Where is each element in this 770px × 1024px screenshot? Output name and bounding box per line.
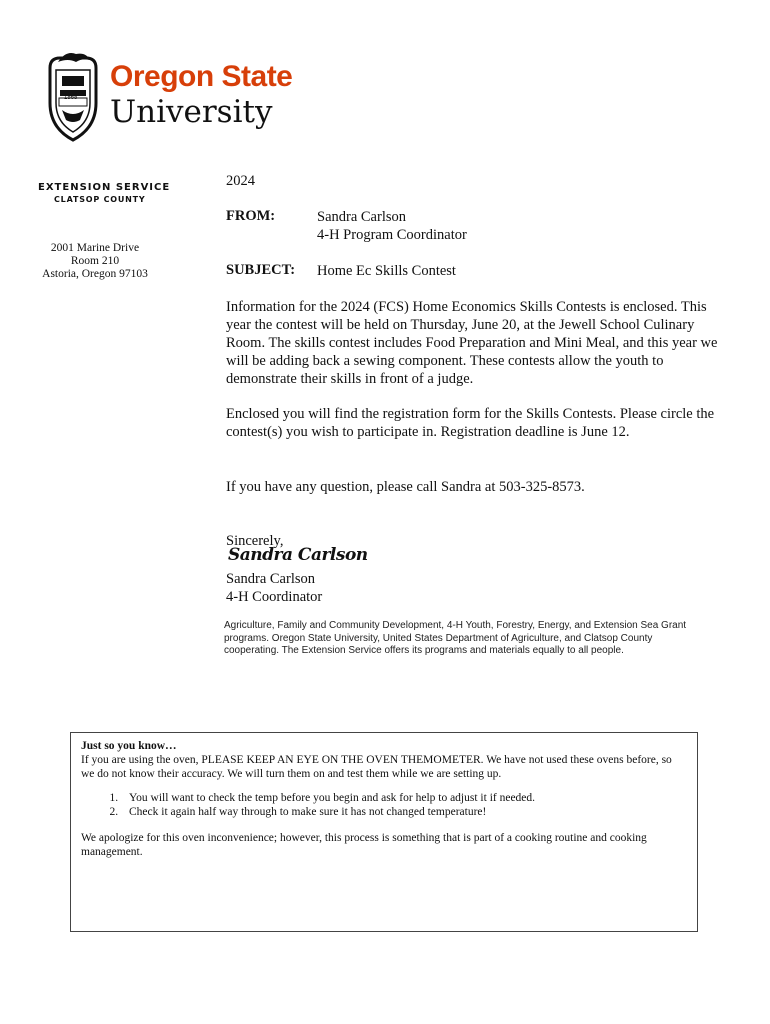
county-label: CLATSOP COUNTY: [54, 195, 146, 204]
address-line: 2001 Marine Drive: [50, 242, 140, 254]
notice-intro: If you are using the oven, PLEASE KEEP AN EYE ON THE OVEN THEMOMETER. We have not used these ovens before, so we do not know their accuracy. We will turn them on and test them while we are setting up.: [81, 754, 672, 780]
paragraph-contest-info: Information for the 2024 (FCS) Home Economics Skills Contests is enclosed. This year the contest will be held on Thursday, June 20, at the Jewell School Culinary Room. The skills contest includes Food Preparation and Mini Meal, and this year we will be adding back a sewing component. These contests allow the youth to demonstrate their skills in front of a judge.: [226, 299, 718, 387]
list-item: 2. Check it again half way through to make sure it has not changed temperature!: [121, 805, 687, 819]
paragraph-contact: If you have any question, please call Sandra at 503-325-8573.: [226, 479, 585, 495]
handwritten-signature: Sandra Carlson: [228, 545, 368, 565]
extension-service-label: EXTENSION SERVICE: [38, 182, 171, 193]
letter-year: 2024: [226, 173, 255, 189]
logo-line-oregon-state: Oregon State: [110, 60, 293, 93]
signer-name: Sandra Carlson: [226, 571, 315, 587]
notice-closing: We apologize for this oven inconvenience; however, this process is something that is part of a cooking routine and cooking management.: [81, 832, 647, 858]
signer-title: 4-H Coordinator: [226, 589, 323, 605]
notice-list: [81, 791, 687, 819]
seal-year: 1868: [64, 95, 78, 101]
nondiscrimination-statement: Agriculture, Family and Community Development, 4-H Youth, Forestry, Energy, and Extension Sea Grant programs. Oregon State University, United States Department of Agriculture, and Clatsop County cooperating. The Extension Service offers its programs and materials equally to all people.: [224, 620, 687, 656]
list-item: 1. You will want to check the temp before you begin and ask for help to adjust it if needed.: [121, 791, 687, 805]
from-title: 4-H Program Coordinator: [317, 227, 467, 243]
from-label: FROM:: [226, 208, 276, 224]
office-address: [40, 242, 150, 281]
closing-salutation: Sincerely,: [226, 533, 284, 549]
oven-notice-box: [70, 732, 698, 932]
address-line: Astoria, Oregon 97103: [42, 268, 148, 280]
from-name: Sandra Carlson: [317, 209, 406, 225]
subject-text: Home Ec Skills Contest: [317, 263, 456, 279]
address-line: Room 210: [70, 255, 120, 267]
paragraph-registration: Enclosed you will find the registration form for the Skills Contests. Please circle the contest(s) you wish to participate in. Registration deadline is June 12.: [226, 406, 715, 440]
subject-label: SUBJECT:: [226, 262, 296, 278]
logo-line-university: University: [110, 94, 273, 130]
notice-heading: Just so you know…: [81, 740, 177, 752]
